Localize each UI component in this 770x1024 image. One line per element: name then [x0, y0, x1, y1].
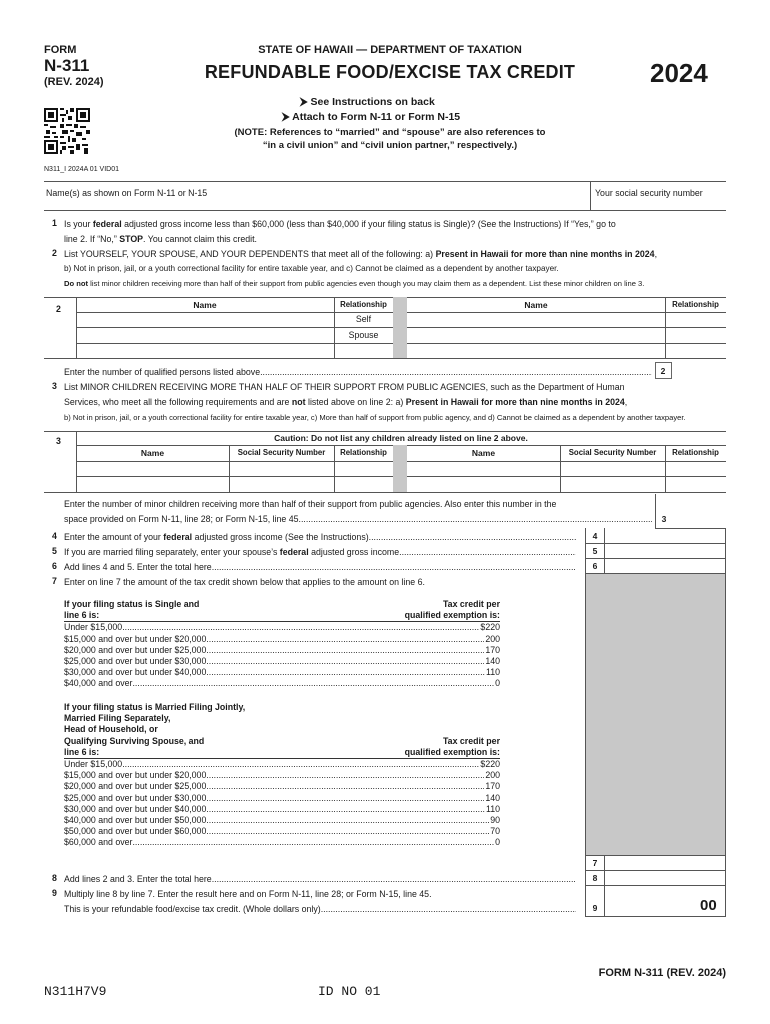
line-2-col-relationship-2: Relationship [672, 300, 719, 309]
line-3-text-c: b) Not in prison, jail, or a youth correctional facility for entire taxable year, c) More than half of support from public agency, and d) Cannot be claimed as a dependent by another taxpayer. [64, 413, 686, 422]
single-credit-table: If your filing status is Single and Tax credit per line 6 is: qualified exemption is: Under $15,000 ..... $220 $15,000 and over but under $20,000 ..... 200 $20,000 and over but under $25,000 ..... 170 $25,000 and over but under $30,000 ..... 140 $30,000 and over but under $40,000 ..... 110 $40,000 and over ..... 0 [64, 599, 500, 690]
qr-code-icon [44, 108, 90, 154]
line-1-text: Is your federal adjusted gross income less than $60,000 (less than $40,000 if your filing status is Single)? (See the Instructions) If “Yes,” go to [64, 219, 616, 229]
line-6-number: 6 [52, 561, 57, 571]
name-label: Name(s) as shown on Form N-11 or N-15 [46, 188, 208, 198]
line-3-table-number: 3 [56, 436, 61, 446]
line-2-text-c: Do not list minor children receiving more than half of their support from public agencies even though you may claim them as a dependent. List these minor children on line 3. [64, 279, 645, 288]
instruction-attach: ⮞ Attach to Form N-11 or Form N-15 [282, 111, 461, 123]
ssn-field[interactable] [595, 196, 723, 209]
line-3-col-relationship-2: Relationship [672, 448, 719, 457]
line-9-amount-field[interactable] [606, 887, 696, 915]
line-5-number: 5 [52, 546, 57, 556]
tax-year: 2024 [650, 58, 708, 88]
line-2-col-name-2: Name [524, 300, 548, 310]
line-4-box-number: 4 [592, 531, 598, 541]
agency-name: STATE OF HAWAII — DEPARTMENT OF TAXATION [258, 44, 522, 56]
relationship-spouse: Spouse [348, 330, 379, 340]
relationship-self: Self [355, 314, 372, 324]
line-3-col-ssn: Social Security Number [237, 448, 326, 457]
line-2-col-name: Name [193, 300, 217, 310]
line-3-amount-field[interactable] [672, 500, 726, 526]
line-6-text: Add lines 4 and 5. Enter the total here ..... [64, 561, 576, 573]
civil-union-note: (NOTE: References to “married” and “spouse” are also references to “in a civil union” and “civil union partner,” respectively.) [234, 127, 546, 151]
line-2-text: List YOURSELF, YOUR SPOUSE, AND YOUR DEPENDENTS that meet all of the following: a) Present in Hawaii for more than nine months in 2024, [64, 249, 658, 259]
line-2-col-relationship: Relationship [340, 300, 387, 309]
line-3-text: List MINOR CHILDREN RECEIVING MORE THAN HALF OF THEIR SUPPORT FROM PUBLIC AGENCIES, such as the Department of Human [64, 382, 625, 392]
line-3-col-relationship: Relationship [340, 448, 387, 457]
line-3-text-b: Services, who meet all the following requirements and are not listed above on line 2: a) Present in Hawaii for more than nine months in 2024, [64, 397, 628, 407]
line-8-box-number: 8 [592, 873, 598, 883]
instruction-see-back: ⮞ See Instructions on back [300, 96, 435, 108]
form-label: FORM [44, 44, 77, 56]
line-7-box-number: 7 [592, 858, 598, 868]
line-6-amount-field[interactable] [606, 559, 724, 572]
line-2-amount-field[interactable] [672, 362, 726, 379]
line-3-box-number: 3 [661, 514, 667, 524]
line-2-enter-text: Enter the number of qualified persons listed above ..... [64, 366, 652, 378]
line-3-number: 3 [52, 381, 57, 391]
line-3-col-name: Name [140, 448, 165, 458]
line-4-text: Enter the amount of your federal adjusted gross income (See the Instructions) ..... [64, 531, 576, 543]
footer-form-ref: FORM N-311 (REV. 2024) [598, 967, 726, 979]
line-7-text: Enter on line 7 the amount of the tax credit shown below that applies to the amount on line 6. [64, 577, 425, 587]
line-8-text: Add lines 2 and 3. Enter the total here ..... [64, 873, 576, 885]
name-field[interactable] [46, 196, 586, 209]
footer-code-mid: ID NO 01 [318, 984, 381, 999]
line-5-amount-field[interactable] [606, 544, 724, 557]
line-2-text-b: b) Not in prison, jail, or a youth correctional facility for entire taxable year, and c) Cannot be claimed as a dependent by another taxpayer. [64, 264, 559, 273]
line-3-enter-text-cont: space provided on Form N-11, line 28; or Form N-15, line 45 ..... [64, 513, 652, 525]
line-4-amount-field[interactable] [606, 529, 724, 542]
line-4-number: 4 [52, 531, 57, 541]
line-6-box-number: 6 [592, 561, 598, 571]
line-8-number: 8 [52, 873, 57, 883]
form-revision: (REV. 2024) [44, 76, 104, 88]
line-9-text-cont: This is your refundable food/excise tax credit. (Whole dollars only) ..... [64, 903, 576, 915]
line-7-number: 7 [52, 576, 57, 586]
line-7-amount-field[interactable] [606, 856, 724, 869]
line-3-col-name-2: Name [471, 448, 496, 458]
line-2-box-number: 2 [660, 366, 666, 376]
line-9-text: Multiply line 8 by line 7. Enter the result here and on Form N-11, line 28; or Form N-15, line 45. [64, 889, 432, 899]
form-title: REFUNDABLE FOOD/EXCISE TAX CREDIT [204, 62, 576, 82]
line-5-box-number: 5 [592, 546, 598, 556]
line-1-text-cont: line 2. If “No,” STOP. You cannot claim this credit. [64, 234, 257, 244]
form-number: N-311 [44, 56, 90, 75]
married-credit-table: If your filing status is Married Filing Jointly, Married Filing Separately, Head of Household, or Qualifying Surviving Spouse, and Tax credit per line 6 is: qualified exemption is: Under $15,000 ..... $220 $15,000 and over but under $20,000 ..... 200 $20,000 and over but under $25,000 ..... 170 $25,000 and over but under $30,000 ..... 140 $30,000 and over but under $40,000 ..... 110 $40,000 and over but under $50,000 ..... 90 $50,000 and over but under $60,000 ..... 70 $60,000 and over ..... 0 [64, 702, 500, 849]
form-id-code: N311_I 2024A 01 VID01 [44, 166, 119, 173]
line-1-number: 1 [52, 218, 57, 228]
line-9-cents: 00 [700, 897, 717, 914]
footer-code-left: N311H7V9 [44, 984, 107, 999]
line-3-enter-text: Enter the number of minor children receiving more than half of their support from public agencies. Also enter this number in the [64, 499, 557, 509]
line-3-col-ssn-2: Social Security Number [568, 448, 657, 457]
ssn-label: Your social security number [595, 188, 703, 198]
line-2-table-number: 2 [56, 304, 61, 314]
line-5-text: If you are married filing separately, enter your spouse’s federal adjusted gross income ..... [64, 546, 576, 558]
line-9-number: 9 [52, 888, 57, 898]
line-9-box-number: 9 [592, 903, 598, 913]
line-2-number: 2 [52, 248, 57, 258]
line-3-caution: Caution: Do not list any children already listed on line 2 above. [274, 433, 528, 443]
line-8-amount-field[interactable] [606, 871, 724, 884]
